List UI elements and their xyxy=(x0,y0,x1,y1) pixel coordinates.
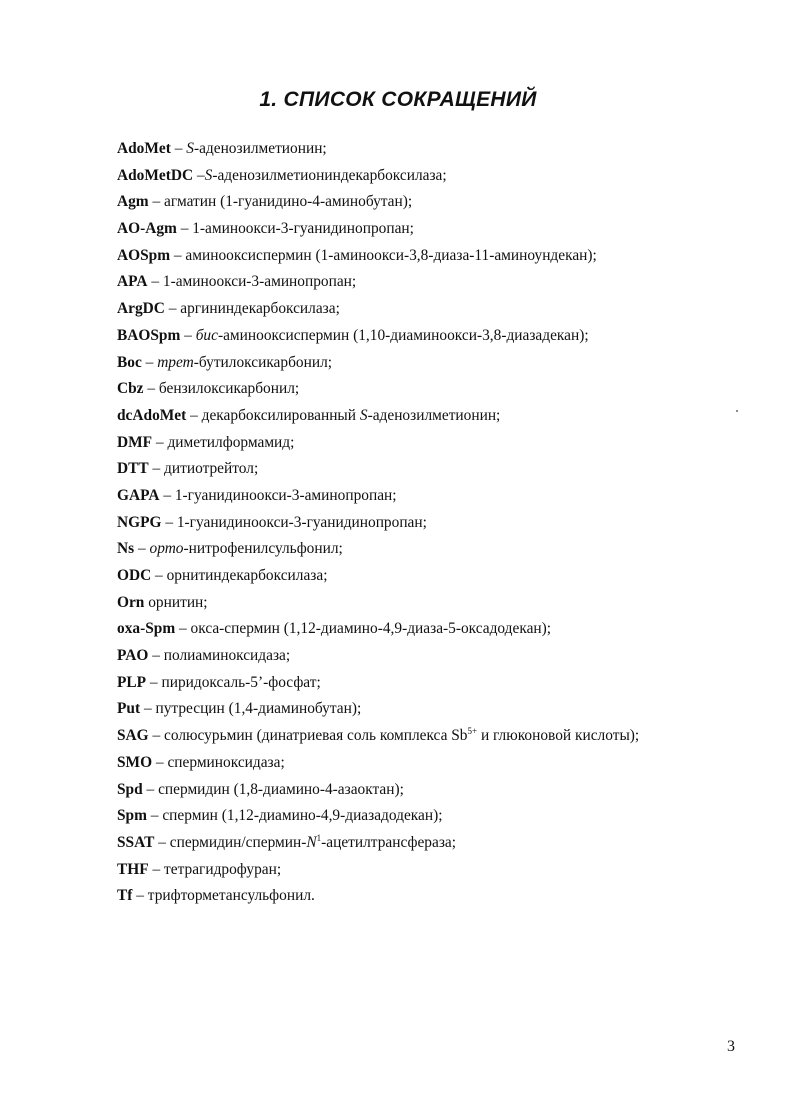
abbreviation-term: ODC xyxy=(117,567,152,584)
definition-text: спермидин/спермин- xyxy=(169,833,307,851)
abbreviation-term: DMF xyxy=(117,433,153,451)
abbreviation-term: SMO xyxy=(117,753,153,771)
definition-text: -аминооксиспермин (1,10-диаминоокси-3,8-диазадекан); xyxy=(217,326,589,344)
dash-separator: – xyxy=(151,567,167,584)
abbreviation-term: SSAT xyxy=(117,833,155,851)
abbreviation-term: AdoMet xyxy=(117,140,171,157)
definition-text: бензилоксикарбонил; xyxy=(158,380,300,398)
abbreviation-term: GAPA xyxy=(117,486,160,504)
definition-text: аминооксиспермин (1-аминоокси-3,8-диаза-11-аминоундекан); xyxy=(185,246,597,264)
italic-text: S xyxy=(359,406,368,424)
definition-text: орнитиндекарбоксилаза; xyxy=(166,567,328,584)
definition-text: дитиотрейтол; xyxy=(164,460,259,478)
scan-speck xyxy=(736,410,738,412)
abbreviation-term: PLP xyxy=(117,673,147,691)
dash-separator: – xyxy=(143,380,159,398)
list-item xyxy=(117,643,757,670)
dash-separator: – xyxy=(148,647,164,665)
dash-separator: – xyxy=(175,620,191,638)
abbreviation-term: APA xyxy=(117,273,148,291)
dash-separator: – xyxy=(140,700,156,718)
dash-separator: – xyxy=(132,887,148,905)
list-item xyxy=(117,723,757,750)
list-item xyxy=(117,350,757,377)
abbreviation-term: Put xyxy=(117,700,141,718)
dash-separator: – xyxy=(186,406,202,424)
list-item xyxy=(117,456,757,483)
abbreviation-term: Cbz xyxy=(117,380,144,398)
abbreviation-term: Agm xyxy=(117,193,149,211)
page-heading: 1. СПИСОК СОКРАЩЕНИЙ xyxy=(259,88,537,111)
abbreviation-term: Spm xyxy=(117,807,147,825)
list-item xyxy=(117,403,757,430)
abbreviation-term: ArgDC xyxy=(117,300,165,318)
abbreviation-term: AdoMetDC xyxy=(117,166,194,184)
list-item xyxy=(117,296,757,323)
dash-separator: – xyxy=(146,673,162,691)
definition-text: -аденозилметионин; xyxy=(193,140,327,157)
dash-separator: – xyxy=(148,193,165,211)
dash-separator: – xyxy=(148,727,165,745)
list-item xyxy=(117,803,757,830)
list-item xyxy=(117,750,757,777)
list-item xyxy=(117,830,757,857)
dash-separator: – xyxy=(193,166,205,184)
definition-text: 1-аминоокси-3-гуанидинопропан; xyxy=(192,220,414,238)
dash-separator: – xyxy=(180,326,196,344)
definition-text: трифторметансульфонил. xyxy=(147,887,315,905)
list-item xyxy=(117,216,757,243)
list-item xyxy=(117,189,757,216)
definition-text: -ацетилтрансфераза; xyxy=(321,833,457,851)
dash-separator: – xyxy=(152,753,168,771)
italic-text: бис xyxy=(195,326,218,344)
italic-text: S xyxy=(186,140,194,157)
dash-separator: – xyxy=(154,833,170,851)
abbreviation-term: oxa-Spm xyxy=(117,620,176,638)
dash-separator: – xyxy=(142,780,159,798)
definition-text: аргининдекарбоксилаза; xyxy=(180,300,340,318)
abbreviation-term: Ns xyxy=(117,540,135,558)
definition-text: солюсурьмин (динатриевая соль комплекса Sb xyxy=(164,727,468,745)
abbreviation-term: DTT xyxy=(117,460,149,478)
list-item xyxy=(117,536,757,563)
definition-text: орнитин; xyxy=(148,593,208,611)
list-item xyxy=(117,243,757,270)
list-item xyxy=(117,616,757,643)
abbreviation-list xyxy=(117,136,757,910)
dash-separator: – xyxy=(141,353,158,371)
definition-text: путресцин (1,4-диаминобутан); xyxy=(155,700,362,718)
definition-text: спермидин (1,8-диамино-4-азаоктан); xyxy=(158,780,404,798)
dash-separator: – xyxy=(148,460,165,478)
italic-text: орто xyxy=(149,540,184,558)
list-item xyxy=(117,163,757,190)
definition-text: агматин (1-гуанидино-4-аминобутан); xyxy=(164,193,413,211)
abbreviation-term: SAG xyxy=(117,727,149,745)
list-item xyxy=(117,590,757,617)
list-item xyxy=(117,777,757,804)
list-item xyxy=(117,883,757,910)
abbreviation-term: AO-Agm xyxy=(117,220,177,238)
definition-text: тетрагидрофуран; xyxy=(164,860,282,878)
abbreviation-term: BAOSpm xyxy=(117,326,181,344)
italic-text: трет xyxy=(157,353,194,371)
dash-separator: – xyxy=(134,540,150,558)
list-item xyxy=(117,430,757,457)
list-item xyxy=(117,483,757,510)
abbreviation-term: Spd xyxy=(117,780,143,798)
list-item xyxy=(117,696,757,723)
definition-text: пиридоксаль-5’-фосфат; xyxy=(161,673,321,691)
abbreviation-term: AOSpm xyxy=(117,246,171,264)
list-item xyxy=(117,510,757,537)
list-item xyxy=(117,670,757,697)
definition-text: диметилформамид; xyxy=(167,433,295,451)
definition-text: -аденозилметиониндекарбоксилаза; xyxy=(212,166,447,184)
dash-separator: – xyxy=(147,273,163,291)
italic-text: N xyxy=(306,833,317,851)
abbreviation-term: Tf xyxy=(117,887,133,905)
list-item xyxy=(117,136,757,163)
definition-text: сперминоксидаза; xyxy=(167,753,285,771)
definition-text: -аденозилметионин; xyxy=(367,406,501,424)
definition-text: -нитрофенилсульфонил; xyxy=(183,540,343,558)
superscript: 1 xyxy=(316,832,322,843)
dash-separator: – xyxy=(148,860,165,878)
definition-text: 1-гуанидиноокси-3-гуанидинопропан; xyxy=(176,513,427,531)
definition-text: окса-спермин (1,12-диамино-4,9-диаза-5-оксадодекан); xyxy=(190,620,552,638)
abbreviation-term: PAO xyxy=(117,647,149,665)
dash-separator: – xyxy=(176,220,193,238)
abbreviation-term: NGPG xyxy=(117,513,162,531)
dash-separator: – xyxy=(152,433,168,451)
definition-text: спермин (1,12-диамино-4,9-диазадодекан); xyxy=(162,807,443,825)
list-item xyxy=(117,563,757,590)
list-item xyxy=(117,323,757,350)
definition-text: полиаминоксидаза; xyxy=(163,647,291,665)
abbreviation-term: Orn xyxy=(117,593,145,611)
definition-text: декарбоксилированный xyxy=(201,406,360,424)
abbreviation-term: dcAdoMet xyxy=(117,406,187,424)
superscript: 5+ xyxy=(467,726,478,737)
abbreviation-term: THF xyxy=(117,860,149,878)
definition-text: и глюконовой кислоты); xyxy=(477,727,640,745)
definition-text: 1-аминоокси-3-аминопропан; xyxy=(162,273,357,291)
definition-text: -бутилоксикарбонил; xyxy=(193,353,333,371)
abbreviation-term: Boc xyxy=(117,353,142,371)
dash-separator: – xyxy=(164,300,181,318)
italic-text: S xyxy=(204,166,213,184)
list-item xyxy=(117,269,757,296)
dash-separator: – xyxy=(170,246,186,264)
definition-text: 1-гуанидиноокси-3-аминопропан; xyxy=(174,486,397,504)
list-item xyxy=(117,857,757,884)
dash-separator: – xyxy=(159,486,175,504)
dash-separator: – xyxy=(170,140,187,157)
dash-separator: – xyxy=(161,513,177,531)
dash-separator: – xyxy=(146,807,163,825)
list-item xyxy=(117,376,757,403)
page-number: 3 xyxy=(727,1038,735,1055)
